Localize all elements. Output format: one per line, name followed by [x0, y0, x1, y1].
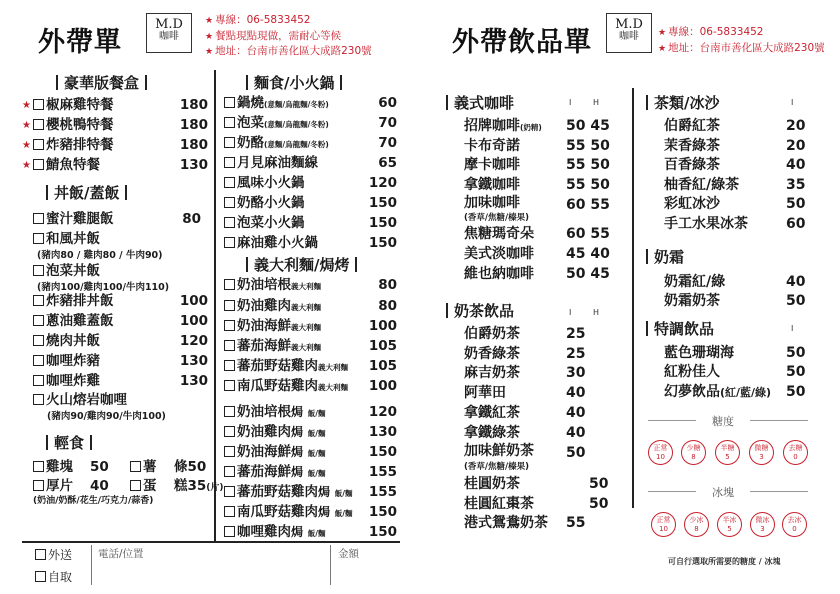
ice-option[interactable]: 正常 10 [651, 512, 676, 537]
shop-info: ★ 專線：06-5833452 ★ 地址：台南市善化區大成路230號 [658, 26, 825, 54]
drink-item: 麻吉奶茶 [464, 365, 520, 381]
checkbox-icon [224, 157, 235, 168]
drink-menu-title: 外帶飲品單 [452, 27, 592, 58]
star-icon: ★ [205, 16, 214, 26]
price: 50 [786, 196, 806, 212]
star-icon: ★ [22, 120, 31, 131]
menu-item[interactable]: 蔥油雞蓋飯 [33, 312, 114, 330]
checkbox-icon [130, 480, 141, 491]
price: 55 [566, 515, 586, 531]
sugar-option[interactable]: 去糖 0 [783, 440, 808, 465]
ice-option[interactable]: 去冰 0 [782, 512, 807, 537]
checkbox-icon [224, 426, 235, 437]
checkbox-icon [224, 380, 235, 391]
takeout-option[interactable]: 外送 [35, 546, 72, 564]
drink-item: 伯爵奶茶 [464, 326, 520, 342]
menu-item[interactable]: 和風丼飯 [33, 230, 100, 248]
checkbox-icon [35, 549, 46, 560]
hot-label: H [593, 98, 600, 107]
iced-label: I [791, 324, 794, 333]
amount-field[interactable]: 金額 [338, 548, 359, 560]
checkbox-icon [33, 355, 44, 366]
price: 120 [179, 333, 208, 349]
price: 70 [378, 135, 397, 151]
price: 150 [368, 444, 397, 460]
price: 55 50 [566, 157, 610, 173]
divider [632, 88, 634, 508]
checkbox-icon [224, 406, 235, 417]
star-icon: ★ [658, 43, 667, 54]
price: 150 [368, 195, 397, 211]
price: 60 [378, 95, 397, 111]
drink-item: 手工水果冰茶 [664, 216, 748, 232]
section-coffee: 義式咖啡 [446, 92, 514, 113]
price: 180 [179, 137, 208, 153]
price: 25 [566, 346, 586, 362]
price: 65 [378, 155, 397, 171]
divider [648, 491, 696, 492]
checkbox-icon [33, 265, 44, 276]
menu-item[interactable]: 奶油海鮮義大利麵 [224, 317, 321, 335]
price: 40 [566, 405, 586, 421]
menu-item[interactable]: 蕃茄野菇雞肉焗 飯/麵 [224, 483, 352, 501]
checkbox-icon [224, 526, 235, 537]
price: 120 [368, 404, 397, 420]
drink-item: 奶霜紅/綠 [664, 274, 726, 290]
menu-item[interactable]: 炸豬排丼飯 [33, 292, 114, 310]
item-note: (豬肉80 / 雞肉80 / 牛肉90) [37, 250, 163, 261]
footer-divider [22, 541, 400, 543]
price: 155 [368, 464, 397, 480]
item-note: (豬肉100/雞肉100/牛肉110) [37, 282, 170, 293]
menu-item[interactable]: 咖哩炸豬 [33, 352, 100, 370]
checkbox-icon [33, 315, 44, 326]
price: 60 55 [566, 226, 610, 242]
drink-item: 美式淡咖啡 [464, 246, 534, 262]
price: 40 [786, 274, 806, 290]
price: 35 [786, 177, 806, 193]
checkbox-icon [224, 97, 235, 108]
drink-item: 摩卡咖啡 [464, 157, 520, 173]
menu-item[interactable]: 蕃茄海鮮焗 飯/麵 [224, 463, 325, 481]
price: 50 45 [566, 118, 610, 134]
star-icon: ★ [22, 160, 31, 171]
price: 130 [179, 157, 208, 173]
menu-item[interactable]: 麻油雞小火鍋 [224, 234, 318, 252]
checkbox-icon [224, 466, 235, 477]
star-icon: ★ [22, 140, 31, 151]
section-pasta: 義大利麵/焗烤 [240, 254, 363, 275]
price: 50 [589, 476, 609, 492]
checkbox-icon [35, 571, 46, 582]
sugar-option[interactable]: 正常 10 [648, 440, 673, 465]
divider [91, 545, 92, 585]
checkbox-icon [33, 139, 44, 150]
price: 105 [368, 358, 397, 374]
star-icon: ★ [22, 100, 31, 111]
price: 40 [566, 385, 586, 401]
price: 55 50 [566, 138, 610, 154]
menu-item[interactable]: 蕃茄海鮮義大利麵 [224, 337, 321, 355]
price: 100 [368, 318, 397, 334]
price: 100 [179, 293, 208, 309]
iced-label: I [569, 308, 572, 317]
price: 130 [179, 353, 208, 369]
menu-item[interactable]: 南瓜野菇雞肉義大利麵 [224, 377, 348, 395]
price: 105 [368, 338, 397, 354]
price: 55 50 [566, 177, 610, 193]
checkbox-icon [33, 233, 44, 244]
price: 180 [179, 97, 208, 113]
checkbox-icon [224, 446, 235, 457]
drink-item: 招牌咖啡(奶精) [464, 118, 542, 134]
drink-item: 卡布奇諾 [464, 138, 520, 154]
price: 70 [378, 115, 397, 131]
menu-item[interactable]: 月見麻油麵線 [224, 154, 318, 172]
divider [750, 420, 808, 421]
section-noodles: 麵食/小火鍋 [240, 72, 348, 93]
price: 80 [378, 277, 397, 293]
price: 155 [368, 484, 397, 500]
ice-label: 冰塊 [712, 486, 734, 499]
star-icon: ★ [205, 47, 214, 57]
price: 150 [368, 504, 397, 520]
checkbox-icon [224, 320, 235, 331]
price: 80 [378, 298, 397, 314]
menu-item[interactable]: 薯 [130, 458, 157, 476]
menu-item[interactable]: ★ 櫻桃鴨特餐 [22, 117, 114, 133]
section-special: 特調飲品 [646, 318, 714, 339]
menu-item[interactable]: 泡菜小火鍋 [224, 214, 305, 232]
section-cream: 奶霜 [646, 246, 684, 267]
checkbox-icon [224, 117, 235, 128]
menu-item[interactable]: 鍋燒(意麵/烏龍麵/冬粉) [224, 94, 329, 112]
price: 60 55 [566, 197, 610, 213]
divider [214, 70, 216, 542]
section-tea: 茶類/冰沙 [646, 92, 719, 113]
checkbox-icon [130, 461, 141, 472]
phone-field[interactable]: 電話/位置 [98, 548, 144, 560]
checkbox-icon [224, 279, 235, 290]
divider [330, 545, 331, 585]
checkbox-icon [33, 99, 44, 110]
menu-item[interactable]: 咖哩雞肉焗 飯/麵 [224, 523, 325, 541]
menu-item[interactable]: 風味小火鍋 [224, 174, 305, 192]
drink-item: 拿鐵咖啡 [464, 177, 520, 193]
price: 50 [589, 496, 609, 512]
price: 50 [90, 459, 109, 475]
drink-item: 奶香綠茶 [464, 346, 520, 362]
checkbox-icon [224, 486, 235, 497]
menu-item[interactable]: 厚片 [33, 477, 73, 495]
iced-label: I [569, 98, 572, 107]
shop-info: ★ 專線：06-5833452 ★ 餐點現點現做，需耐心等候 ★ 地址：台南市善化區大成路230號 [205, 14, 372, 57]
section-set-meals: 豪華版餐盒 [50, 72, 153, 93]
menu-item[interactable]: 燒肉丼飯 [33, 332, 100, 350]
drink-item: 藍色珊瑚海 [664, 345, 734, 361]
price: 40 [566, 425, 586, 441]
drink-item: 加味鮮奶茶 [464, 443, 534, 459]
menu-item[interactable]: 奶油培根義大利麵 [224, 276, 321, 294]
drink-item: 百香綠茶 [664, 157, 720, 173]
checkbox-icon [224, 360, 235, 371]
drink-item: 桂圓紅棗茶 [464, 496, 534, 512]
drink-item: 港式鴛鴦奶茶 [464, 515, 548, 531]
price: 100 [368, 378, 397, 394]
menu-item[interactable]: 奶油雞肉焗 飯/麵 [224, 423, 325, 441]
menu-item[interactable]: ★ 椒麻雞特餐 [22, 97, 114, 113]
selection-note: 可自行選取所需要的糖度 / 冰塊 [668, 557, 781, 566]
checkbox-icon [33, 159, 44, 170]
checkbox-icon [33, 119, 44, 130]
drink-item: 阿華田 [464, 385, 506, 401]
price: 45 40 [566, 246, 610, 262]
checkbox-icon [224, 177, 235, 188]
menu-item[interactable]: 奶酪小火鍋 [224, 194, 305, 212]
section-light-meal: 輕食 [40, 432, 98, 453]
menu-item[interactable]: 泡菜(意麵/烏龍麵/冬粉) [224, 114, 329, 132]
price: 120 [368, 175, 397, 191]
price: 25 [566, 326, 586, 342]
section-rice: 丼飯/蓋飯 [40, 182, 133, 203]
sugar-label: 糖度 [712, 415, 734, 428]
menu-item[interactable]: ★ 炸豬排特餐 [22, 137, 114, 153]
menu-item[interactable]: 奶油培根焗 飯/麵 [224, 403, 325, 421]
price: 60 [786, 216, 806, 232]
menu-item[interactable]: 蜜汁雞腿飯 [33, 210, 114, 228]
menu-item[interactable]: 蛋 [130, 477, 157, 495]
price: 20 [786, 138, 806, 154]
price: 20 [786, 118, 806, 134]
price: 130 [179, 373, 208, 389]
drink-item: 桂圓奶茶 [464, 476, 520, 492]
checkbox-icon [224, 340, 235, 351]
item-note: (香草/焦糖/榛果) [464, 213, 529, 223]
price: 150 [368, 235, 397, 251]
menu-item[interactable]: 蕃茄野菇雞肉義大利麵 [224, 357, 348, 375]
menu-item[interactable]: 泡菜丼飯 [33, 262, 100, 280]
item-note: (香草/焦糖/榛果) [464, 462, 529, 472]
drink-item: 拿鐵紅茶 [464, 405, 520, 421]
price: 50 [786, 364, 806, 380]
item-note: (奶油/奶酥/花生/巧克力/蒜香) [33, 496, 154, 506]
price: 80 [182, 211, 201, 227]
price: 150 [368, 524, 397, 540]
checkbox-icon [33, 375, 44, 386]
checkbox-icon [224, 237, 235, 248]
drink-item: 幻夢飲品(紅/藍/綠) [664, 384, 772, 400]
drink-item: 彩虹冰沙 [664, 196, 720, 212]
ice-option[interactable]: 少冰 8 [684, 512, 709, 537]
menu-item[interactable]: 南瓜野菇雞肉焗 飯/麵 [224, 503, 352, 521]
drink-item: 茉香綠茶 [664, 138, 720, 154]
drink-item: 奶霜奶茶 [664, 293, 720, 309]
drink-item: 維也納咖啡 [464, 266, 534, 282]
menu-item[interactable]: 奶酪(意麵/烏龍麵/冬粉) [224, 134, 329, 152]
divider [648, 420, 696, 421]
logo: M.D 咖啡 [146, 13, 192, 53]
drink-item: 加味咖啡 [464, 195, 520, 211]
menu-item[interactable]: 火山熔岩咖哩 [33, 391, 127, 409]
price: 條50 [174, 459, 207, 475]
menu-item[interactable]: 咖哩炸雞 [33, 372, 100, 390]
drink-item: 伯爵紅茶 [664, 118, 720, 134]
price: 150 [368, 215, 397, 231]
menu-item[interactable]: ★ 鯖魚特餐 [22, 157, 100, 173]
star-icon: ★ [205, 31, 214, 42]
item-note: (豬肉90/雞肉90/牛肉100) [47, 411, 166, 422]
menu-item[interactable]: 奶油雞肉義大利麵 [224, 297, 321, 315]
price: 50 [786, 384, 806, 400]
checkbox-icon [33, 295, 44, 306]
iced-label: I [791, 98, 794, 107]
sugar-option[interactable]: 半糖 5 [715, 440, 740, 465]
price: 糕35(片) [174, 478, 224, 494]
sugar-option[interactable]: 少糖 8 [681, 440, 706, 465]
drink-item: 柚香紅/綠茶 [664, 177, 740, 193]
hot-label: H [593, 308, 600, 317]
checkbox-icon [33, 480, 44, 491]
logo: M.D 咖啡 [606, 13, 652, 53]
price: 40 [786, 157, 806, 173]
price: 50 [786, 293, 806, 309]
price: 130 [368, 424, 397, 440]
star-icon: ★ [658, 28, 667, 38]
menu-item[interactable]: 雞塊 [33, 458, 73, 476]
checkbox-icon [33, 335, 44, 346]
checkbox-icon [224, 137, 235, 148]
checkbox-icon [224, 300, 235, 311]
checkbox-icon [224, 217, 235, 228]
drink-item: 焦糖瑪奇朵 [464, 226, 534, 242]
food-menu-title: 外帶單 [38, 27, 122, 58]
price: 50 [786, 345, 806, 361]
checkbox-icon [224, 506, 235, 517]
price: 40 [90, 478, 109, 494]
price: 30 [566, 365, 586, 381]
ice-option[interactable]: 微冰 3 [750, 512, 775, 537]
price: 50 45 [566, 266, 610, 282]
checkbox-icon [33, 213, 44, 224]
section-milk-tea: 奶茶飲品 [446, 300, 514, 321]
pickup-option[interactable]: 自取 [35, 568, 72, 586]
checkbox-icon [33, 394, 44, 405]
price: 50 [566, 445, 586, 461]
divider [750, 491, 808, 492]
price: 100 [179, 313, 208, 329]
ice-option[interactable]: 半冰 5 [717, 512, 742, 537]
checkbox-icon [33, 461, 44, 472]
drink-item: 紅粉佳人 [664, 364, 720, 380]
price: 180 [179, 117, 208, 133]
checkbox-icon [224, 197, 235, 208]
menu-item[interactable]: 奶油海鮮焗 飯/麵 [224, 443, 325, 461]
sugar-option[interactable]: 微糖 3 [749, 440, 774, 465]
drink-item: 拿鐵綠茶 [464, 425, 520, 441]
